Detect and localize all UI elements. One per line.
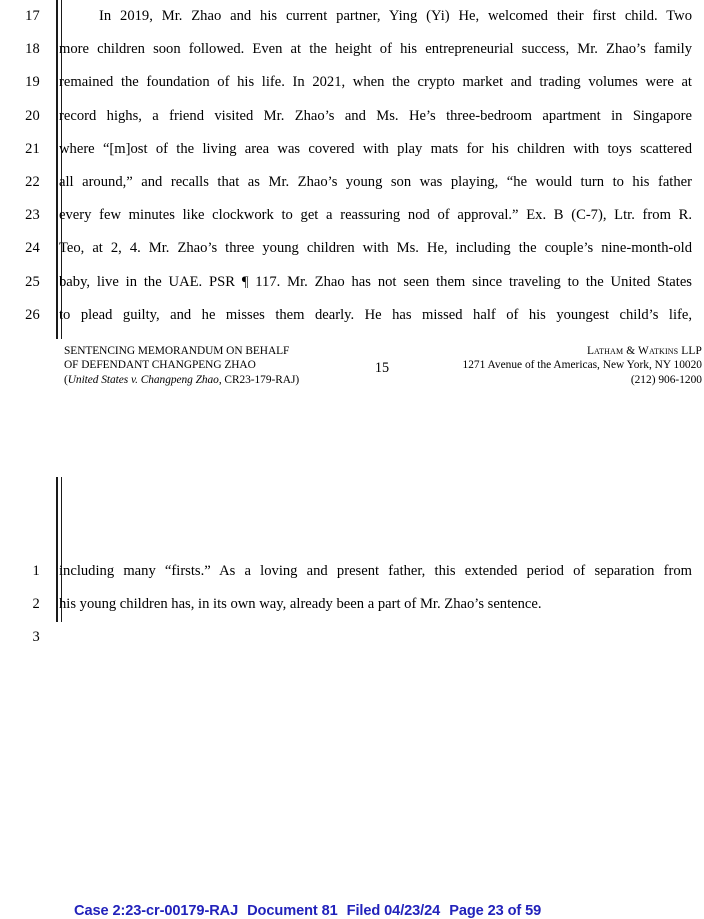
footer-firm-phone: (212) 906-1200	[630, 373, 702, 386]
line-text: to plead guilty, and he misses them dearly. He has missed half of his youngest child’s life,	[59, 306, 692, 323]
line-text: his young children has, in its own way, already been a part of Mr. Zhao’s sentence.	[59, 596, 542, 613]
footer-page-number: 15	[374, 360, 390, 376]
line-text: including many “firsts.” As a loving and present father, this extended period of separation from	[59, 563, 692, 579]
line-text: record highs, a friend visited Mr. Zhao’s and Ms. He’s three-bedroom apartment in Singapore	[59, 107, 692, 124]
line-number: 21	[25, 140, 40, 157]
line-number: 26	[25, 306, 40, 323]
line-text: In 2019, Mr. Zhao and his current partner, Ying (Yi) He, welcomed their first child. Two	[99, 8, 692, 24]
footer-case-caption	[64, 373, 354, 387]
footer-firm-name: Latham & Watkins LLP	[586, 345, 702, 357]
line-number: 18	[25, 41, 40, 58]
line-text: where “[m]ost of the living area was covered with play mats for his children with toys scattered	[59, 140, 692, 157]
footer-title-line-1: SENTENCING MEMORANDUM ON BEHALF	[64, 345, 290, 357]
footer-title-line-2: OF DEFENDANT CHANGPENG ZHAO	[64, 359, 256, 372]
document-line	[0, 100, 704, 133]
document-line	[0, 33, 704, 66]
line-text: every few minutes like clockwork to get a reassuring nod of approval.” Ex. B (C-7), Ltr. from R.	[59, 207, 692, 224]
footer-firm-address: 1271 Avenue of the Americas, New York, NY 10020	[462, 359, 702, 372]
line-text: remained the foundation of his life. In 2021, when the crypto market and trading volumes were at	[59, 74, 692, 91]
ecf-filed-date: Filed 04/23/24	[346, 903, 441, 919]
document-line	[0, 199, 704, 232]
document-line	[0, 232, 704, 265]
line-text: baby, live in the UAE. PSR ¶ 117. Mr. Zhao has not seen them since traveling to the United States	[59, 273, 692, 290]
ecf-filing-stamp[interactable]	[74, 903, 541, 919]
line-number: 19	[25, 74, 40, 91]
document-line	[0, 266, 704, 299]
line-text: Teo, at 2, 4. Mr. Zhao’s three young children with Ms. He, including the couple’s nine-month-old	[59, 240, 692, 257]
line-number: 24	[25, 240, 40, 257]
document-line	[0, 0, 704, 33]
caption-paren-open: (	[64, 373, 68, 386]
line-number: 1	[32, 563, 40, 579]
line-text: more children soon followed. Even at the height of his entrepreneurial success, Mr. Zhao’s family	[59, 41, 692, 58]
document-line-clipped	[0, 621, 704, 646]
pdf-page-15[interactable]	[0, 0, 704, 435]
page-body-lines	[0, 0, 704, 332]
pdf-page-16[interactable]	[0, 435, 704, 919]
document-line	[0, 166, 704, 199]
footer-document-title	[64, 344, 354, 387]
line-number: 3	[32, 629, 40, 646]
document-line	[0, 66, 704, 99]
ecf-document-number: Document 81	[247, 903, 338, 919]
ecf-page-count: Page 23 of 59	[449, 903, 542, 919]
line-number: 23	[25, 207, 40, 224]
page-body-lines	[0, 555, 704, 646]
line-text: all around,” and recalls that as Mr. Zhao’s young son was playing, “he would turn to his father	[59, 173, 692, 190]
line-number: 2	[32, 596, 40, 613]
footer-firm-block	[410, 344, 704, 387]
line-number: 17	[25, 8, 40, 24]
page-footer	[0, 344, 704, 400]
document-line	[0, 133, 704, 166]
line-number: 25	[25, 273, 40, 290]
caption-case-number: , CR23-179-RAJ)	[218, 373, 300, 386]
document-line	[0, 555, 704, 588]
document-line	[0, 299, 704, 332]
caption-case-name: United States v. Changpeng Zhao	[67, 373, 219, 386]
line-number: 22	[25, 173, 40, 190]
line-number: 20	[25, 107, 40, 124]
ecf-case-number: Case 2:23-cr-00179-RAJ	[74, 903, 239, 919]
document-line	[0, 588, 704, 621]
